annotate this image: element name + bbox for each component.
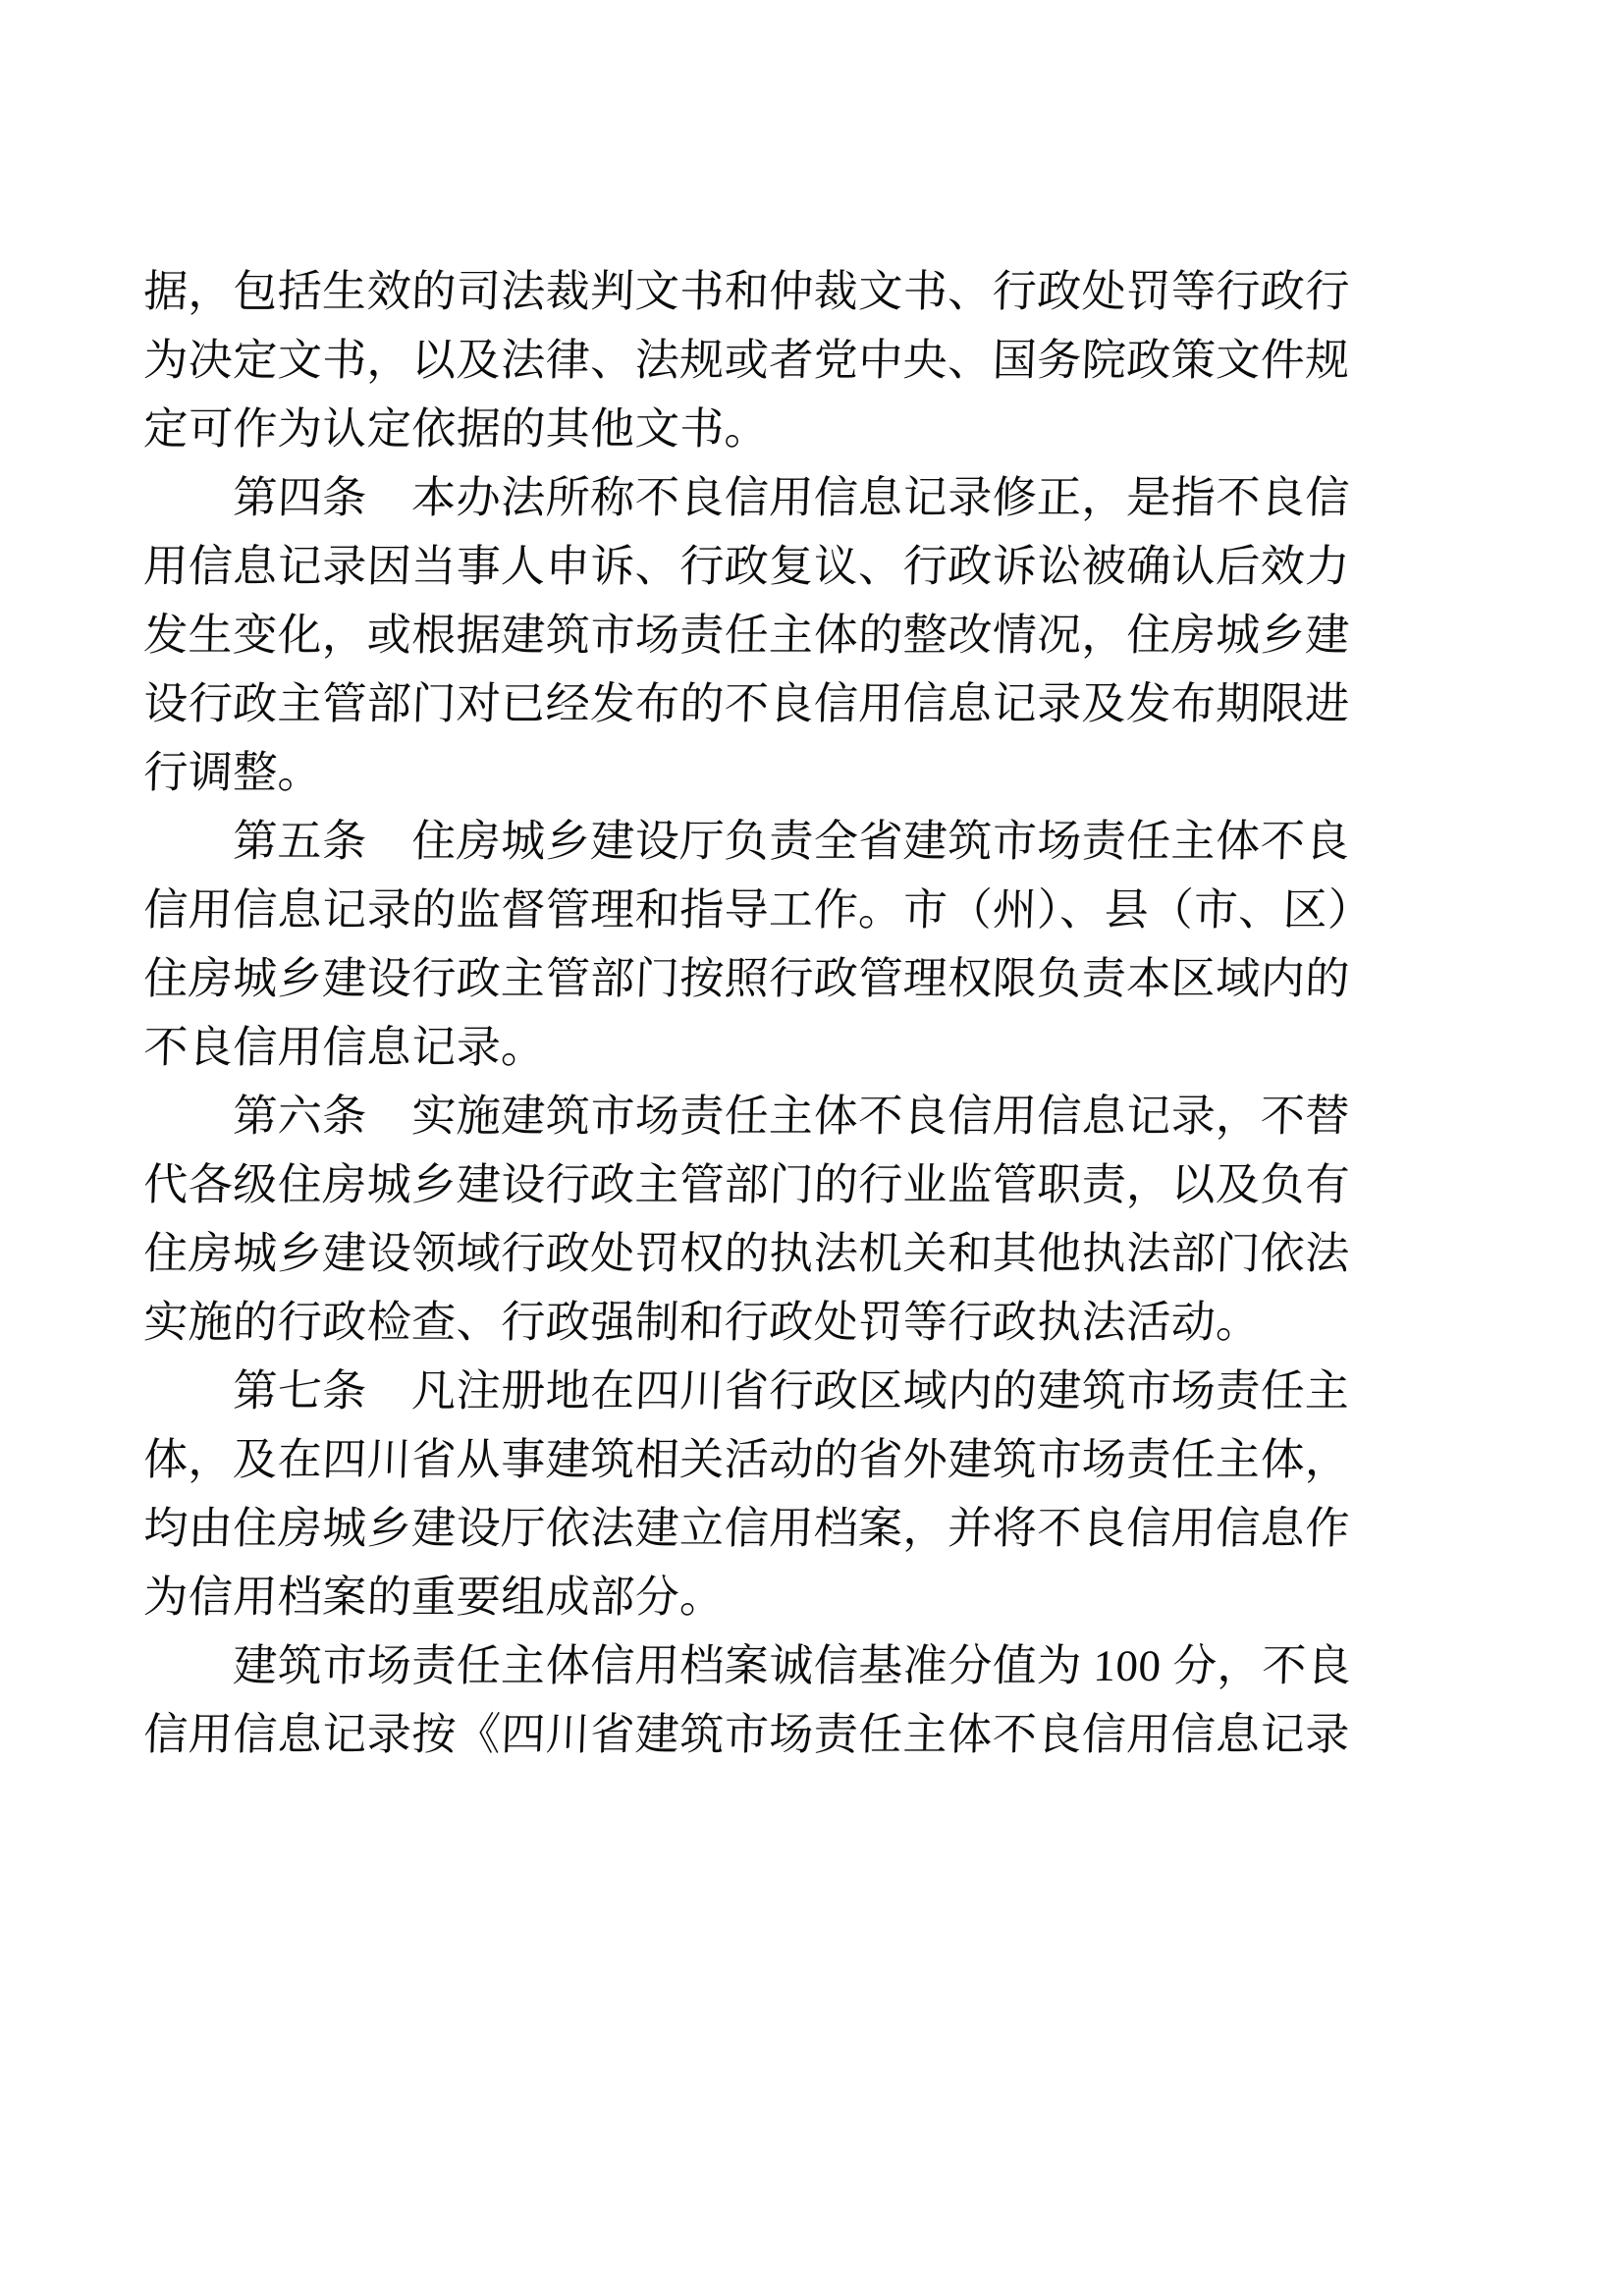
text-line: 不良信用信息记录。 <box>142 1023 547 1072</box>
text-line: 定可作为认定依据的其他文书。 <box>142 404 771 454</box>
document-body <box>142 257 1429 1769</box>
text-line-article-four-heading: 第四条 本办法所称不良信用信息记录修正，是指不良信 <box>142 473 1351 522</box>
text-line: 均由住房城乡建设厅依法建立信用档案，并将不良信用信息作 <box>142 1504 1351 1553</box>
text-line: 住房城乡建设行政主管部门按照行政管理权限负责本区域内的 <box>142 954 1351 1003</box>
text-line: 设行政主管部门对已经发布的不良信用信息记录及发布期限进 <box>142 679 1351 728</box>
text-line-referenced-document: 信用信息记录按《四川省建筑市场责任主体不良信用信息记录 <box>142 1710 1351 1759</box>
text-line: 用信息记录因当事人申诉、行政复议、行政诉讼被确认后效力 <box>142 542 1351 591</box>
text-line-article-seven-heading: 第七条 凡注册地在四川省行政区域内的建筑市场责任主 <box>142 1366 1351 1415</box>
paragraph-article-seven <box>142 1357 1429 1631</box>
paragraph-article-four <box>142 463 1429 807</box>
text-line: 实施的行政检查、行政强制和行政处罚等行政执法活动。 <box>142 1298 1262 1347</box>
text-line-article-six-heading: 第六条 实施建筑市场责任主体不良信用信息记录，不替 <box>142 1092 1351 1141</box>
text-line: 为决定文书，以及法律、法规或者党中央、国务院政策文件规 <box>142 336 1351 385</box>
text-line: 代各级住房城乡建设行政主管部门的行业监管职责，以及负有 <box>142 1160 1351 1209</box>
paragraph-article-five <box>142 807 1429 1082</box>
paragraph-continuation-article-three <box>142 257 1429 463</box>
text-line: 为信用档案的重要组成部分。 <box>142 1573 726 1622</box>
text-line: 据，包括生效的司法裁判文书和仲裁文书、行政处罚等行政行 <box>142 267 1351 316</box>
text-line: 行调整。 <box>142 748 324 797</box>
text-line-credit-baseline: 建筑市场责任主体信用档案诚信基准分值为 100 分，不良 <box>142 1641 1353 1690</box>
paragraph-article-seven-second <box>142 1631 1429 1769</box>
text-line-article-five-heading: 第五条 住房城乡建设厅负责全省建筑市场责任主体不良 <box>142 817 1351 866</box>
text-line: 体，及在四川省从事建筑相关活动的省外建筑市场责任主体， <box>142 1435 1351 1484</box>
text-line: 住房城乡建设领域行政处罚权的执法机关和其他执法部门依法 <box>142 1229 1351 1278</box>
paragraph-article-six <box>142 1082 1429 1357</box>
text-line: 发生变化，或根据建筑市场责任主体的整改情况，住房城乡建 <box>142 611 1351 660</box>
text-line: 信用信息记录的监督管理和指导工作。市（州）、县（市、区） <box>142 885 1374 934</box>
